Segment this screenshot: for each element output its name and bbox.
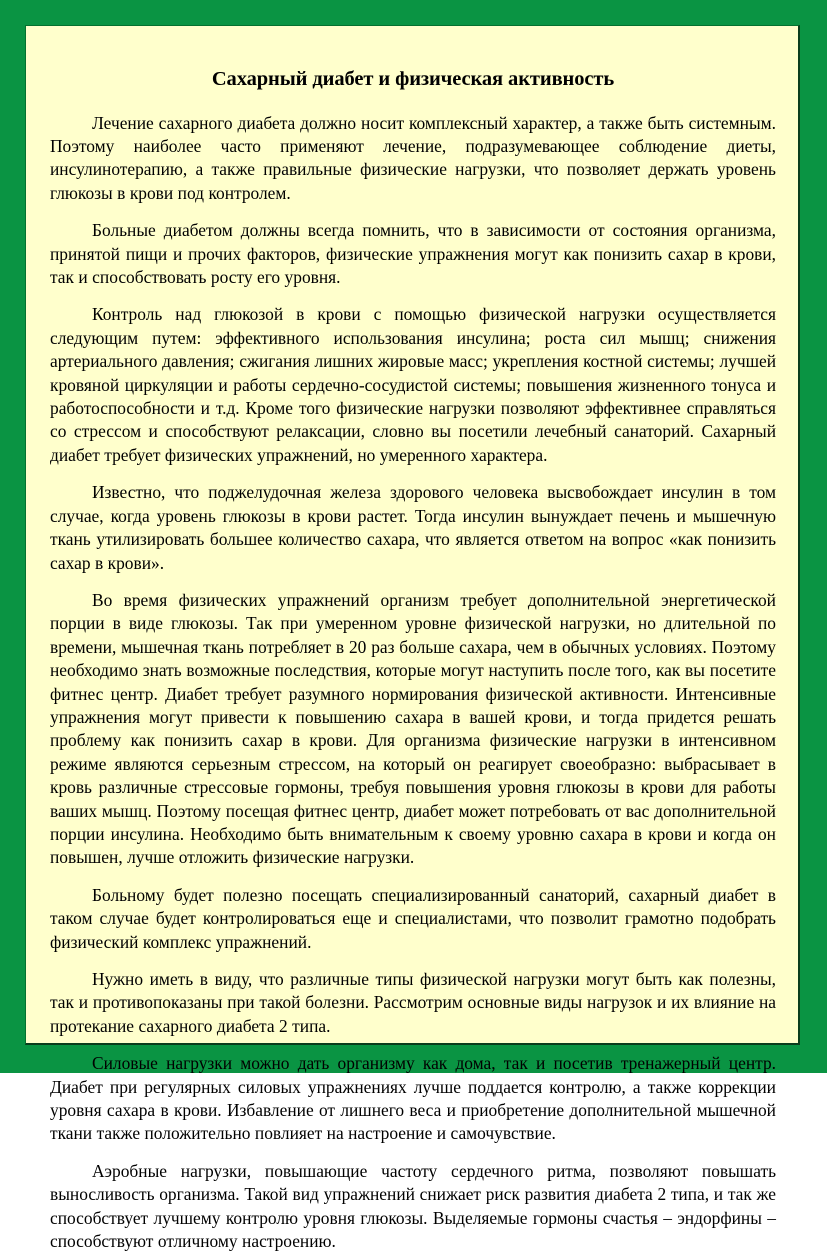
body-paragraph: Лечение сахарного диабета должно носит комплексный характер, а также быть системным. Поэтому наиболее часто применяют лечение, подразумевающее соблюдение диеты, инсулинотерапию, а также правильные физические нагрузки, что позволяет держать уровень глюкозы в крови под контролем.: [50, 112, 776, 203]
document-sheet: [25, 25, 800, 1252]
page-title: Сахарный диабет и физическая активность: [211, 68, 615, 90]
body-paragraph: Во время физических упражнений организм требует дополнительной энергетической порции в виде глюкозы. Так при умеренном уровне физической нагрузки, но длительной по времени, мышечная ткань потребляет в 20 раз больше сахара, чем в обычных условиях. Поэтому необходимо знать возможные последствия, которые могут наступить после того, как вы посетите фитнес центр. Диабет требует разумного нормирования физической активности. Интенсивные упражнения могут привести к повышению сахара в вашей крови, и тогда придется решать проблему как понизить сахар в крови. Для организма физические нагрузки в интенсивном режиме являются серьезным стрессом, на который он реагирует своеобразно: выбрасывает в кровь различные стрессовые гормоны, требуя повышения уровня глюкозы в крови для работы ваших мышц. Поэтому посещая фитнес центр, диабет может потребовать от вас дополнительной порции инсулина. Необходимо быть внимательным к своему уровню сахара в крови и когда он повышен, лучше отложить физические нагрузки.: [50, 589, 776, 868]
body-paragraph: Аэробные нагрузки, повышающие частоту сердечного ритма, позволяют повышать выносливость организма. Такой вид упражнений снижает риск развития диабета 2 типа, и так же способствует лучшему контролю уровня глюкозы. Выделяемые гормоны счастья – эндорфины – способствуют отличному настроению.: [50, 1160, 776, 1252]
document-body: [50, 112, 776, 1253]
body-paragraph: Больному будет полезно посещать специализированный санаторий, сахарный диабет в таком случае будет контролироваться еще и специалистами, что позволит грамотно подобрать физический комплекс упражнений.: [50, 884, 776, 952]
body-paragraph: Нужно иметь в виду, что различные типы физической нагрузки могут быть как полезны, так и противопоказаны при такой болезни. Рассмотрим основные виды нагрузок и их влияние на протекание сахарного диабета 2 типа.: [50, 969, 776, 1036]
body-paragraph: Известно, что поджелудочная железа здорового человека высвобождает инсулин в том случае, когда уровень глюкозы в крови растет. Тогда инсулин вынуждает печень и мышечную ткань утилизировать большее количество сахара, что является ответом на вопрос «как понизить сахар в крови».: [50, 482, 776, 573]
body-paragraph: Силовые нагрузки можно дать организму как дома, так и посетив тренажерный центр. Диабет при регулярных силовых упражнениях лучше поддается контролю, а также коррекции уровня сахара в крови. Избавление от лишнего веса и приобретение дополнительной мышечной ткани также положительно повлияет на настроение и самочувствие.: [50, 1053, 776, 1144]
body-paragraph: Больные диабетом должны всегда помнить, что в зависимости от состояния организма, принятой пищи и прочих факторов, физические упражнения могут как понизить сахар в крови, так и способствовать росту его уровня.: [50, 220, 776, 288]
body-paragraph: Контроль над глюкозой в крови с помощью физической нагрузки осуществляется следующим путем: эффективного использования инсулина; роста сил мышц; снижения артериального давления; сжигания лишних жировые масс; укрепления костной системы; лучшей кровяной циркуляции и работы сердечно-сосудистой системы; повышения жизненного тонуса и работоспособности и т.д. Кроме того физические нагрузки позволяют эффективнее справляться со стрессом и способствуют релаксации, словно вы посетили лечебный санаторий. Сахарный диабет требует физических упражнений, но умеренного характера.: [50, 304, 776, 465]
